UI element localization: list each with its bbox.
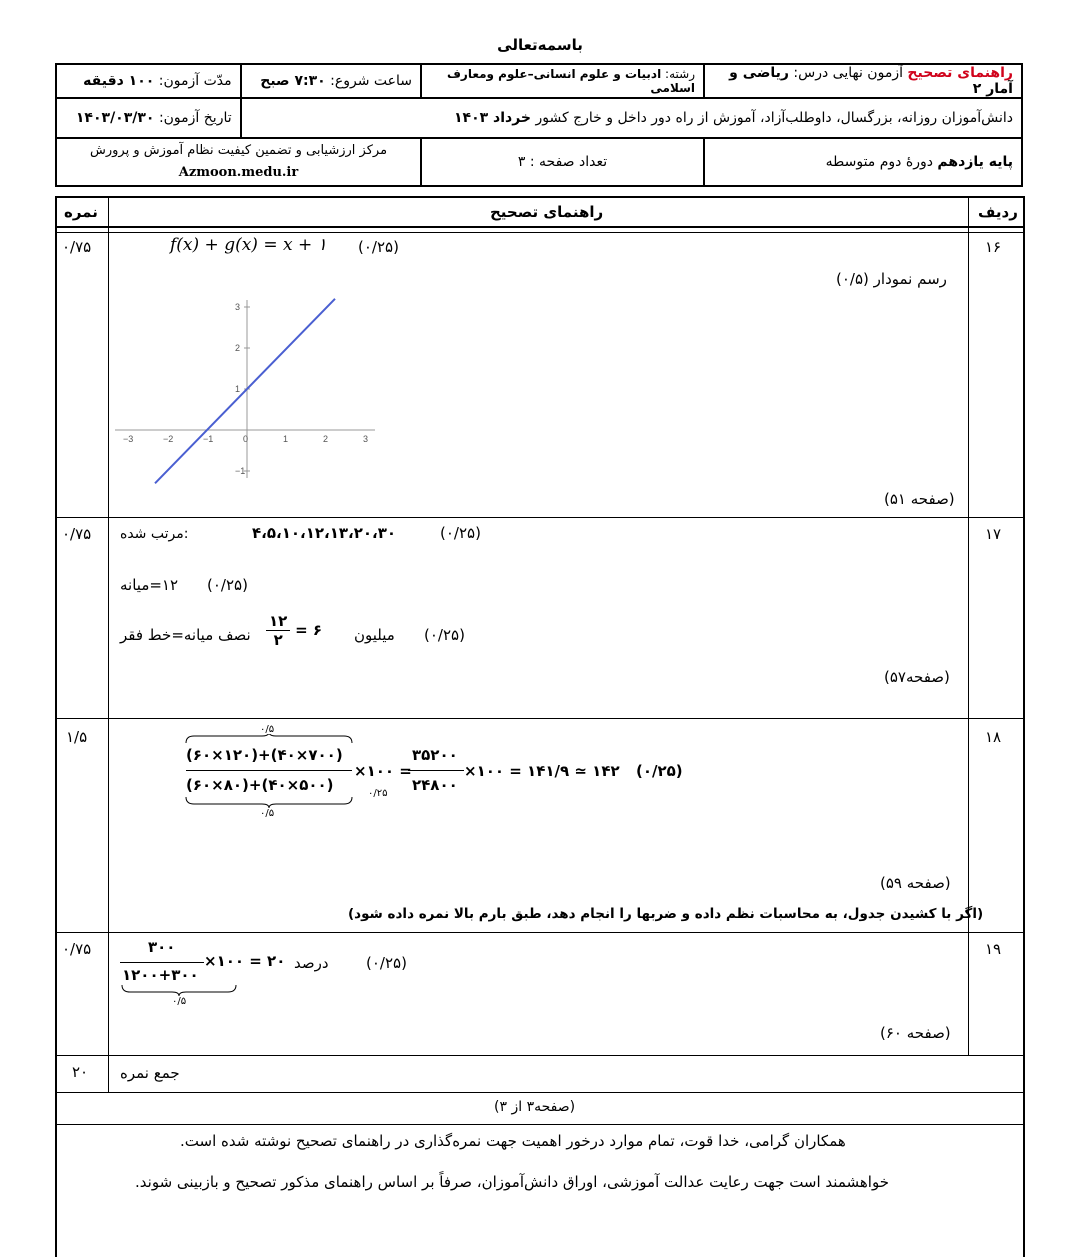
top-brace — [184, 734, 354, 744]
q17-score: ۰/۷۵ — [62, 525, 92, 543]
q17-result: = ۶ — [295, 621, 323, 639]
page-footer: (صفحه۳ از ۳) — [494, 1099, 576, 1115]
q17-poverty-label: نصف میانه=خط فقر — [120, 626, 251, 644]
q16-formula: f(x) + g(x) = x + ۱ — [170, 235, 327, 255]
q16-score: ۰/۷۵ — [62, 238, 92, 256]
q17-points-1: (۰/۲۵) — [440, 524, 481, 542]
q17-fraction — [266, 612, 322, 649]
q19-numerator: ۳۰۰ — [148, 938, 176, 956]
q18-number: ۱۸ — [985, 728, 1002, 746]
y-tick-label: −1 — [235, 466, 246, 476]
x-tick-label: −2 — [163, 434, 174, 444]
q19-score: ۰/۷۵ — [62, 940, 92, 958]
q18-denominator: (۶۰×۸۰)+(۴۰×۵۰۰) — [186, 776, 334, 794]
date-cell — [56, 98, 241, 138]
q18-page-ref: (صفحه ۵۹) — [880, 874, 951, 892]
field-cell — [421, 64, 704, 98]
pages-cell — [421, 138, 704, 186]
exam-label: آزمون نهایی درس: — [793, 65, 903, 81]
rule — [55, 1124, 1025, 1125]
y-tick-label: 3 — [235, 302, 241, 312]
site-url: Azmoon.medu.ir — [178, 165, 299, 180]
page-count: تعداد صفحه : ۳ — [517, 154, 608, 170]
fraction-bar — [408, 770, 464, 771]
q18-points: (۰/۲۵) — [636, 762, 683, 780]
q17-unit: میلیون — [354, 626, 395, 644]
bismillah: باسمه‌تعالی — [497, 36, 583, 54]
rule — [55, 1092, 1025, 1093]
series-line — [155, 299, 335, 484]
column-divider — [108, 196, 109, 1092]
rule — [55, 232, 1025, 233]
q18-score: ۱/۵ — [66, 728, 88, 746]
bottom-brace — [184, 796, 354, 808]
duration: ۱۰۰ دقیقه — [83, 73, 155, 89]
x-tick-label: −3 — [123, 434, 134, 444]
q18-result: ×۱۰۰ = ۱۴۱/۹ ≃ ۱۴۲ — [464, 762, 620, 780]
start-time-cell — [241, 64, 421, 98]
q18-multiply: ×۱۰۰ = — [354, 762, 412, 780]
y-tick-label: 2 — [235, 343, 241, 353]
rule — [55, 196, 1025, 198]
exam-date: ۱۴۰۳/۰۳/۳۰ — [75, 110, 155, 126]
course-cell — [704, 64, 1022, 98]
x-tick-label: 2 — [323, 434, 329, 444]
rule — [55, 932, 1025, 933]
q19-number: ۱۹ — [985, 940, 1002, 958]
y-tick-label: 1 — [235, 384, 241, 394]
x-tick-label: 0 — [243, 434, 249, 444]
x-tick-label: 3 — [363, 434, 369, 444]
footer-line-1: همکاران گرامی، خدا قوت، تمام موارد درخور اهمیت جهت نمره‌گذاری در راهنمای تصحیح نوشته شده است. — [180, 1132, 846, 1150]
q16-page-ref: (صفحه ۵۱) — [884, 490, 955, 508]
course-name: ریاضی و آمار ۲ — [729, 65, 1013, 97]
q18-fraction2-denominator: ۲۴۸۰۰ — [412, 776, 458, 794]
exam-header-table — [55, 63, 1023, 187]
start-time: ۷:۳۰ صبح — [260, 73, 326, 89]
q17-page-ref: (صفحه۵۷) — [884, 668, 950, 686]
rule — [55, 1055, 1025, 1056]
q19-points: (۰/۲۵) — [366, 954, 407, 972]
rule — [55, 226, 1025, 228]
q19-page-ref: (صفحه ۶۰) — [880, 1024, 951, 1042]
q19-under-points: ۰/۵ — [172, 996, 187, 1007]
q17-median: ۱۲=میانه — [120, 576, 179, 594]
q16-number: ۱۶ — [985, 238, 1002, 256]
guide-header: راهنمای تصحیح — [490, 203, 604, 221]
q18-note: (اگر با کشیدن جدول، به محاسبات نظم داده و ضربها را انجام دهد، طبق بارم بالا نمره داده شود) — [348, 906, 984, 922]
exam-session: خرداد ۱۴۰۳ — [453, 110, 532, 126]
column-divider — [968, 196, 969, 1056]
q16-graph — [110, 290, 390, 490]
rule — [55, 517, 1025, 518]
students-cell — [241, 98, 1022, 138]
x-tick-label: 1 — [283, 434, 289, 444]
grade-cell — [704, 138, 1022, 186]
q17-points-3: (۰/۲۵) — [424, 626, 465, 644]
q19-unit: درصد — [294, 954, 329, 972]
q16-points: (۰/۲۵) — [358, 238, 399, 256]
score-header: نمره — [64, 203, 98, 221]
q18-bottom-points: ۰/۵ — [260, 808, 275, 819]
total-score: ۲۰ — [72, 1063, 89, 1081]
q18-fraction2-numerator: ۳۵۲۰۰ — [412, 746, 458, 764]
fraction-bar — [120, 962, 204, 963]
under-brace — [120, 984, 240, 996]
duration-cell — [56, 64, 241, 98]
duration-label: مدّت آزمون: — [158, 73, 232, 89]
center-cell — [56, 138, 421, 186]
q17-number: ۱۷ — [985, 525, 1002, 543]
q17-sorted-label: :مرتب شده — [120, 526, 189, 542]
q18-top-points: ۰/۵ — [260, 724, 275, 735]
q16-graph-label: رسم نمودار (۰/۵) — [836, 270, 947, 288]
fraction-numerator: ۱۲ — [266, 612, 290, 631]
total-label: جمع نمره — [120, 1064, 180, 1082]
q17-sorted-values: ۴،۵،۱۰،۱۲،۱۳،۲۰،۳۰ — [252, 524, 397, 542]
guide-label: راهنمای تصحیح — [907, 65, 1013, 81]
q19-result: ×۱۰۰ = ۲۰ — [204, 952, 286, 970]
start-label: ساعت شروع: — [330, 73, 412, 89]
fraction-denominator: ۲ — [273, 631, 283, 649]
q18-mid-points: ۰/۲۵ — [368, 788, 388, 799]
row-header: ردیف — [978, 203, 1018, 221]
students-text: دانش‌آموزان روزانه، بزرگسال، داوطلب‌آزاد، آموزش از راه دور داخل و خارج کشور — [535, 110, 1013, 126]
fraction-bar — [186, 770, 352, 771]
q19-denominator: ۱۲۰۰+۳۰۰ — [122, 966, 199, 984]
date-label: تاریخ آزمون: — [158, 110, 232, 126]
x-tick-label: −1 — [203, 434, 214, 444]
q18-numerator: (۶۰×۱۲۰)+(۴۰×۷۰۰) — [186, 746, 343, 764]
field-name: ادبیات و علوم انسانی–علوم ومعارف اسلامی — [446, 67, 695, 95]
grade-suffix: دورهٔ دوم متوسطه — [825, 154, 933, 170]
q17-points-2: (۰/۲۵) — [207, 576, 248, 594]
center-name: مرکز ارزشیابی و تضمین کیفیت نظام آموزش و پرورش — [89, 143, 388, 158]
footer-line-2: خواهشمند است جهت رعایت عدالت آموزشی، اوراق دانش‌آموزان، صرفاً بر اساس راهنمای مذکور تصحیح و بازبینی شوند. — [135, 1173, 889, 1191]
field-label: رشته: — [665, 67, 695, 81]
grade: پایه یازدهم — [937, 154, 1013, 170]
rule — [55, 718, 1025, 719]
